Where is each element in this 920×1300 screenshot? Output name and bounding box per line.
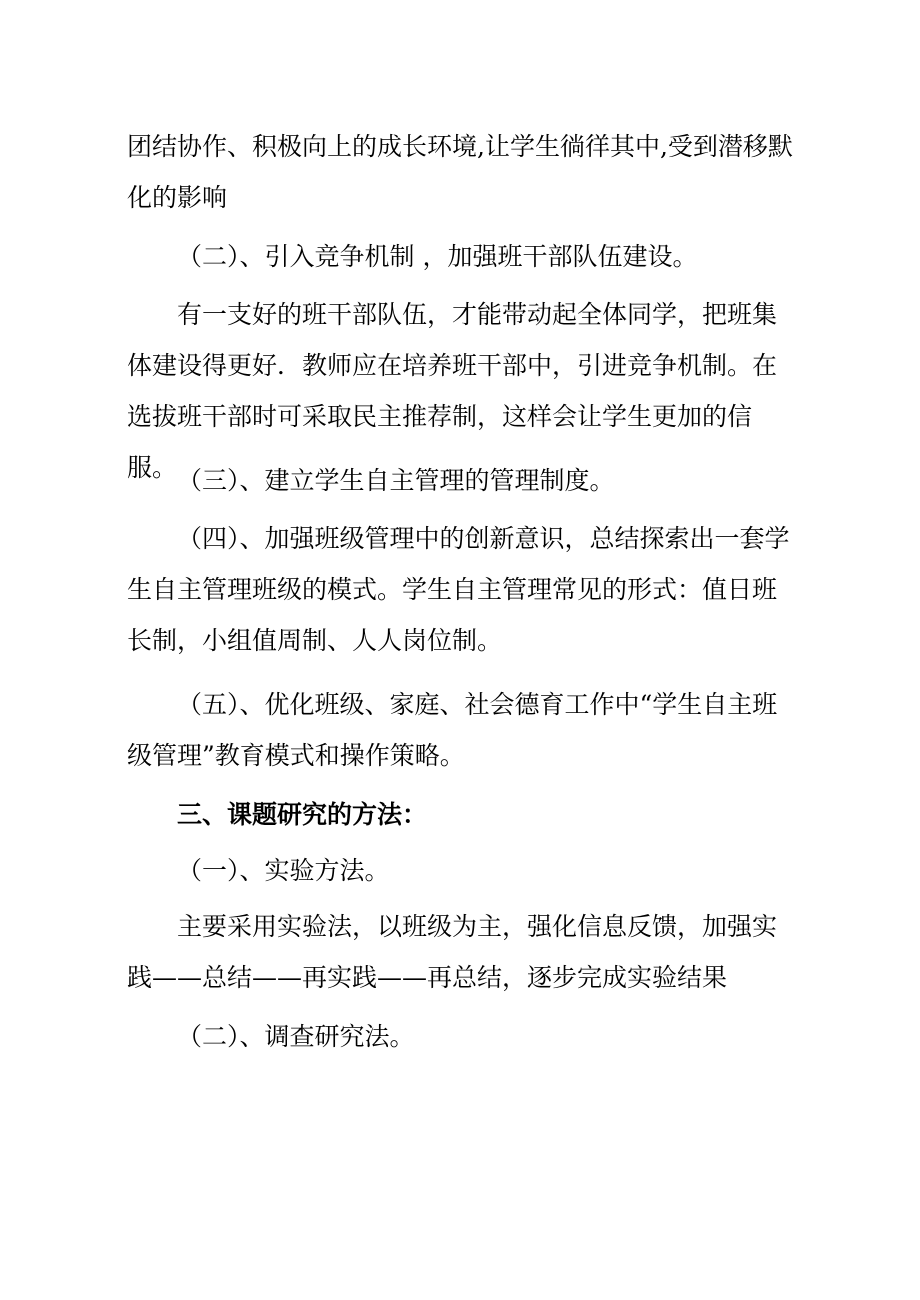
subheading-innovation-awareness: （四）、加强班级管理中的创新意识，总结探索出一套学生自主管理班级的模式。学生自主管理常见的形式：值日班长制，小组值周制、人人岗位制。 [127,524,790,655]
paragraph-continuation: 团结协作、积极向上的成长环境,让学生徜徉其中,受到潜移默化的影响 [127,132,793,212]
paragraph-experimental-method: 主要采用实验法，以班级为主，强化信息反馈，加强实践——总结——再实践——再总结，逐步完成实验结果 [127,912,778,992]
subheading-competition-mechanism: （二）、引入竞争机制 ，加强班干部队伍建设。 [177,242,698,271]
subheading-survey-method: （二）、调查研究法。 [177,1022,415,1051]
section-heading-research-methods: 三、课题研究的方法： [177,800,428,829]
subheading-experimental-method: （一）、实验方法。 [177,856,390,885]
paragraph-class-cadre: 有一支好的班干部队伍，才能带动起全体同学，把班集体建设得更好．教师应在培养班干部中，引进竞争机制。在选拔班干部时可采取民主推荐制，这样会让学生更加的信服。 [127,300,778,482]
subheading-optimize-moral-education: （五）、优化班级、家庭、社会德育工作中“学生自主班级管理”教育模式和操作策略。 [127,690,778,770]
subheading-self-management-system: （三）、建立学生自主管理的管理制度。 [177,466,615,495]
